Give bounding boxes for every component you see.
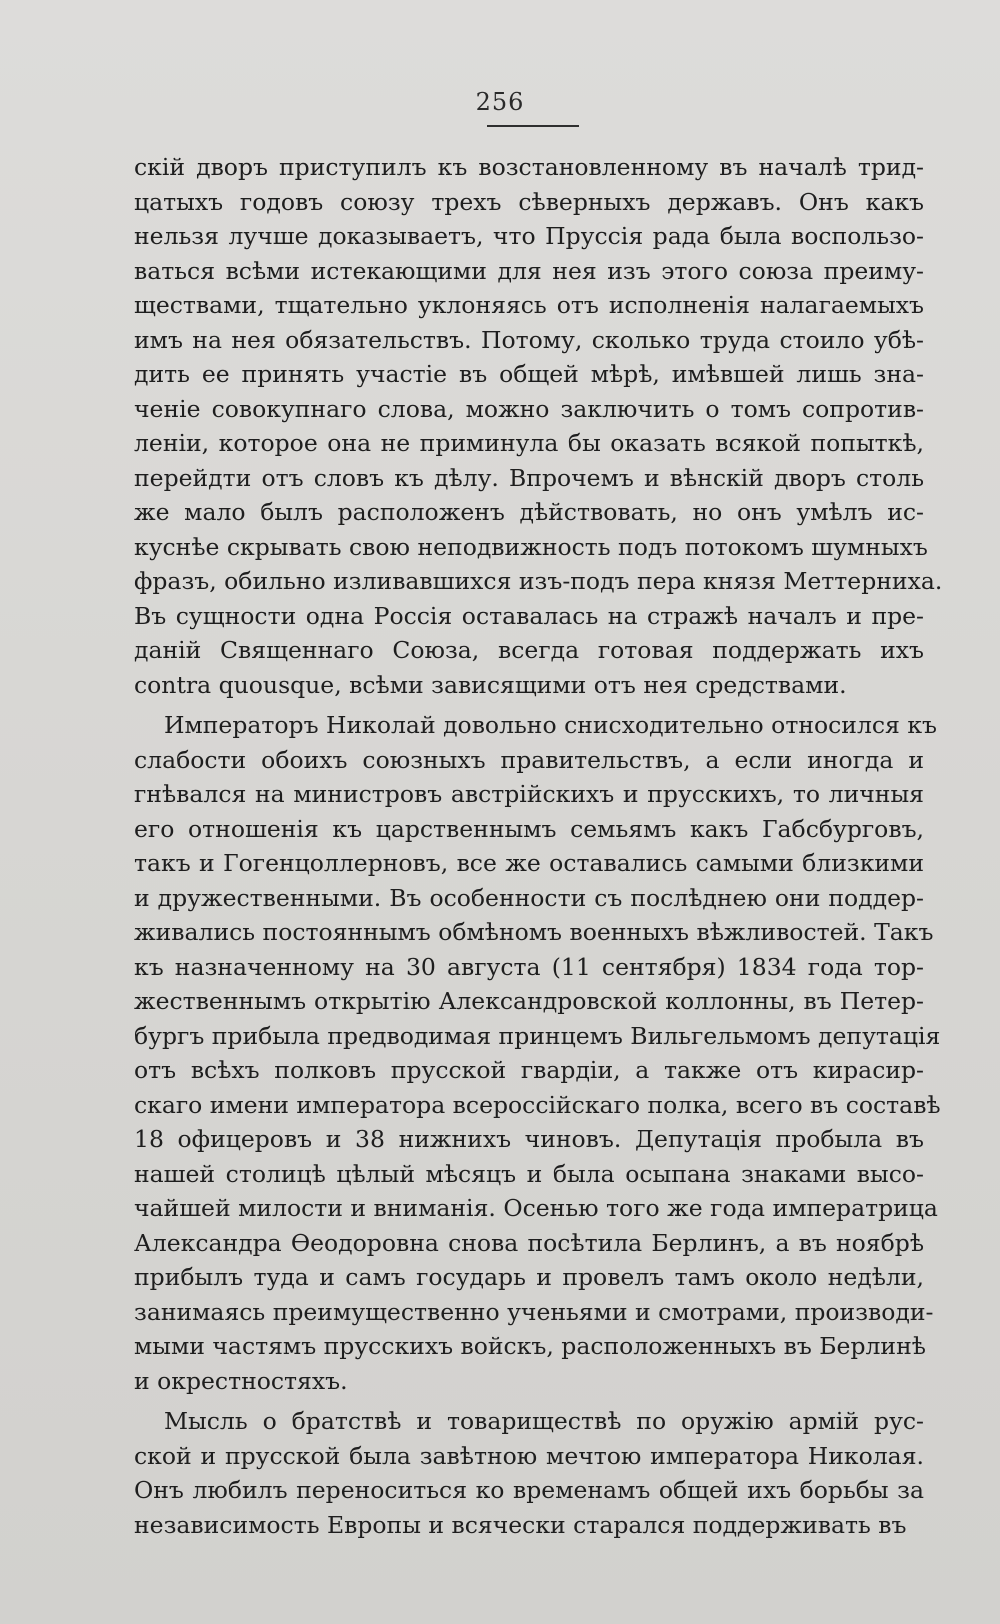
text-line: куснѣе скрывать свою неподвижность подъ потокомъ шумныхъ xyxy=(134,532,928,561)
text-line: ваться всѣми истекающими для нея изъ этого союза преиму- xyxy=(134,256,924,285)
text-line: цатыхъ годовъ союзу трехъ сѣверныхъ державъ. Онъ какъ xyxy=(134,187,924,216)
text-line: отъ всѣхъ полковъ прусской гвардіи, а также отъ кирасир- xyxy=(134,1056,924,1084)
text-line: Въ сущности одна Россія оставалась на стражѣ началъ и пре- xyxy=(134,601,924,630)
text-line: такъ и Гогенцоллерновъ, все же оставались самыми близкими xyxy=(134,849,924,877)
text-line: имъ на нея обязательствъ. Потому, сколько труда стоило убѣ- xyxy=(134,325,924,354)
text-line: независимость Европы и всячески старался поддерживать въ xyxy=(134,1510,907,1539)
text-line: живались постояннымъ обмѣномъ военныхъ вѣжливостей. Такъ xyxy=(134,918,934,946)
text-line: Онъ любилъ переноситься ко временамъ общей ихъ борьбы за xyxy=(134,1476,924,1504)
text-line: Императоръ Николай довольно снисходительно относился къ xyxy=(164,711,937,739)
body-text xyxy=(134,150,943,1542)
text-line: слабости обоихъ союзныхъ правительствъ, а если иногда и xyxy=(134,745,924,774)
text-line: къ назначенному на 30 августа (11 сентября) 1834 года тор- xyxy=(134,952,924,981)
text-line: ченіе совокупнаго слова, можно заключить о томъ сопротив- xyxy=(134,394,924,423)
text-line: дить ее принять участіе въ общей мѣрѣ, имѣвшей лишь зна- xyxy=(134,360,924,388)
text-line: даній Священнаго Союза, всегда готовая поддержать ихъ xyxy=(134,636,924,664)
text-line: его отношенія къ царственнымъ семьямъ какъ Габсбурговъ, xyxy=(134,814,924,843)
text-line: скаго имени императора всероссійскаго полка, всего въ составѣ xyxy=(134,1090,941,1119)
paragraph xyxy=(134,150,943,702)
text-line: нельзя лучше доказываетъ, что Пруссія рада была воспользо- xyxy=(134,222,924,250)
text-line: ской и прусской была завѣтною мечтою императора Николая. xyxy=(134,1441,924,1470)
text-line: нашей столицѣ цѣлый мѣсяцъ и была осыпана знаками высо- xyxy=(134,1159,924,1188)
text-line: фразъ, обильно изливавшихся изъ-подъ пера князя Меттерниха. xyxy=(134,567,943,595)
text-line: Мысль о братствѣ и товариществѣ по оружію армій рус- xyxy=(164,1407,924,1435)
text-line: прибылъ туда и самъ государь и провелъ тамъ около недѣли, xyxy=(134,1263,924,1291)
text-line: леніи, которое она не приминула бы оказать всякой попыткѣ, xyxy=(134,429,924,457)
text-line: Александра Ѳеодоровна снова посѣтила Берлинъ, а въ ноябрѣ xyxy=(134,1228,924,1257)
paragraph xyxy=(134,1404,924,1542)
text-line: 18 офицеровъ и 38 нижнихъ чиновъ. Депутація пробыла въ xyxy=(134,1125,924,1153)
text-line: занимаясь преимущественно ученьями и смотрами, производи- xyxy=(134,1297,934,1326)
text-line: и окрестностяхъ. xyxy=(134,1366,348,1395)
paragraph xyxy=(134,708,941,1398)
text-line: мыми частямъ прусскихъ войскъ, расположенныхъ въ Берлинѣ xyxy=(134,1332,926,1360)
text-line: же мало былъ расположенъ дѣйствовать, но онъ умѣлъ ис- xyxy=(134,498,924,526)
text-line: и дружественными. Въ особенности съ послѣднею они поддер- xyxy=(134,883,924,912)
text-line: гнѣвался на министровъ австрійскихъ и прусскихъ, то личныя xyxy=(134,780,924,808)
text-line: бургъ прибыла предводимая принцемъ Вильгельмомъ депутація xyxy=(134,1021,941,1050)
text-line: жественнымъ открытію Александровской коллонны, въ Петер- xyxy=(134,987,924,1015)
page-number: 256 xyxy=(475,88,525,116)
text-line: contra quousque, всѣми зависящими отъ нея средствами. xyxy=(134,670,847,699)
header-rule xyxy=(487,125,579,127)
text-line: чайшей милости и вниманія. Осенью того же года императрица xyxy=(134,1194,938,1222)
text-line: ществами, тщательно уклоняясь отъ исполненія налагаемыхъ xyxy=(134,291,924,319)
text-line: скій дворъ приступилъ къ возстановленному въ началѣ трид- xyxy=(134,153,924,181)
text-line: перейдти отъ словъ къ дѣлу. Впрочемъ и вѣнскій дворъ столь xyxy=(134,463,924,492)
